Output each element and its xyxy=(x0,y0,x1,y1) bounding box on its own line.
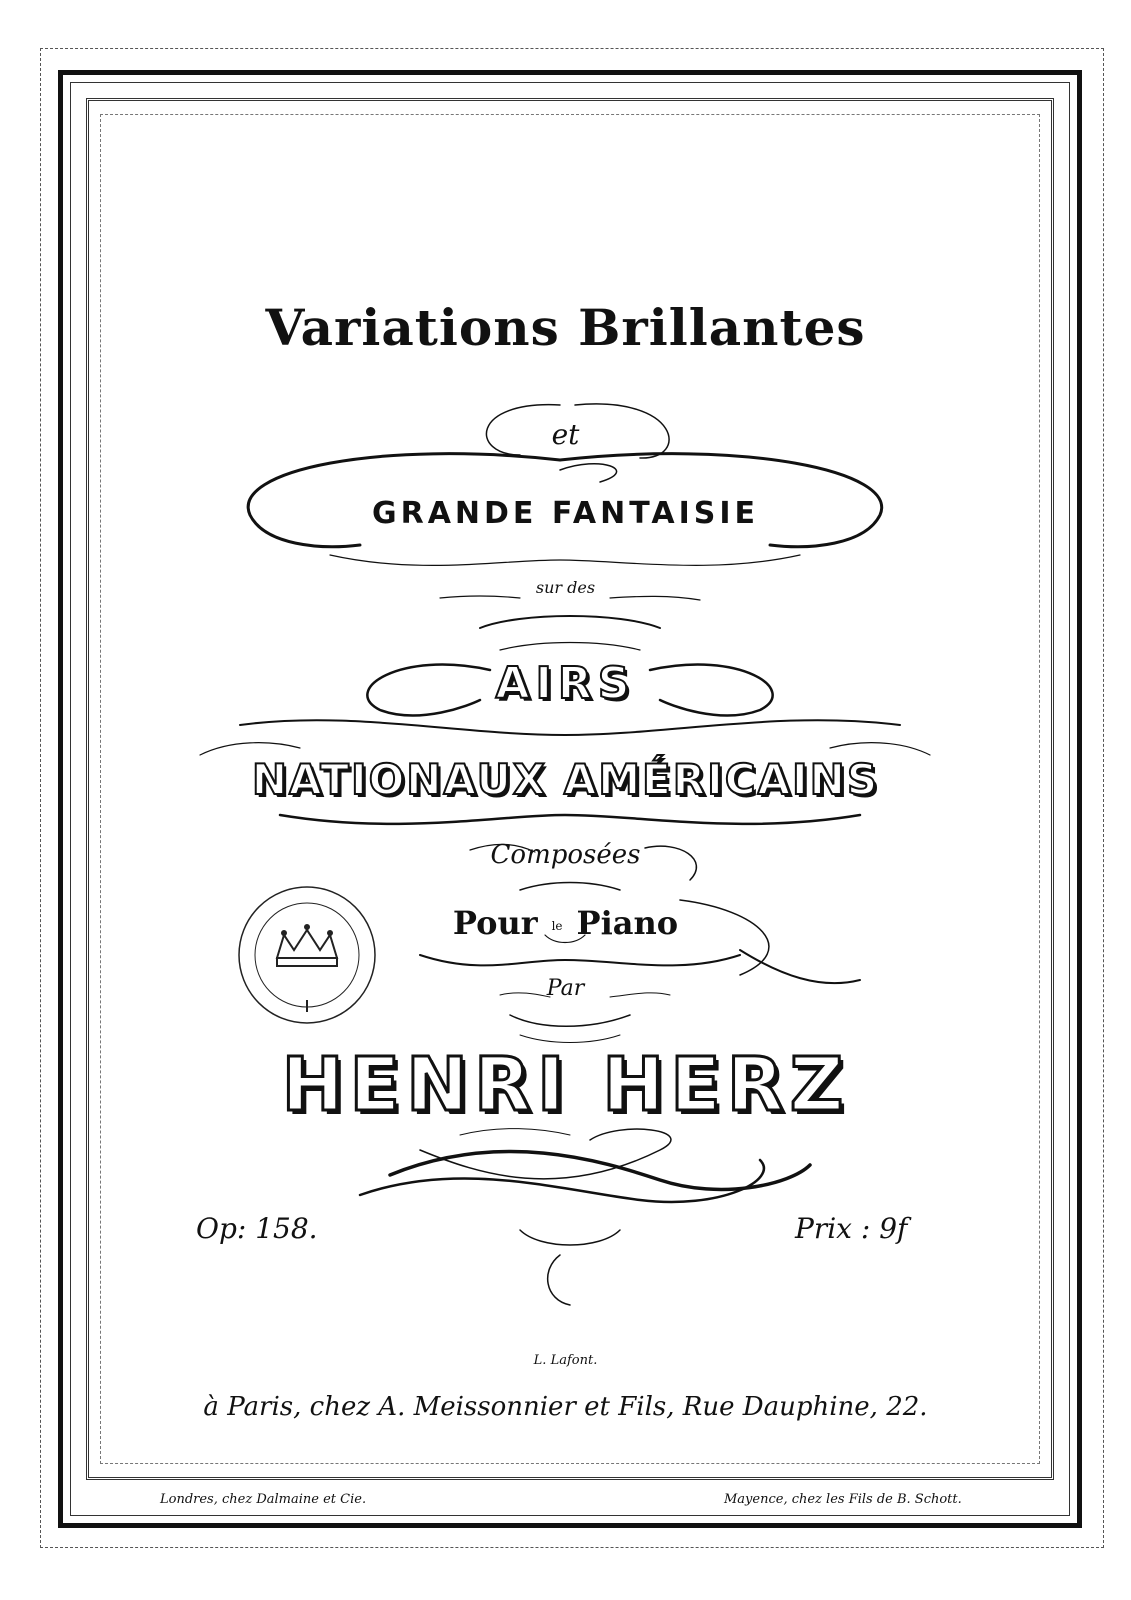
opus-number: Op: 158. xyxy=(196,1212,318,1245)
crown-stamp-icon xyxy=(232,880,382,1030)
title-pour: Pour xyxy=(452,904,538,942)
title-par: Par xyxy=(546,976,585,1001)
title-nationaux-americains: NATIONAUX AMÉRICAINS xyxy=(251,755,880,804)
title-composees: Composées xyxy=(490,840,641,870)
price: Prix : 9f xyxy=(795,1212,908,1245)
composer-name: HENRI HERZ xyxy=(281,1042,850,1128)
engraver-credit: L. Lafont. xyxy=(533,1353,598,1368)
publisher-line: à Paris, chez A. Meissonnier et Fils, Rue Dauphine, 22. xyxy=(203,1392,928,1422)
title-variations-brillantes: Variations Brillantes xyxy=(265,298,866,357)
title-pour-le-piano xyxy=(0,904,1131,942)
title-le: le xyxy=(551,918,563,933)
title-conjunction: et xyxy=(551,418,580,451)
title-sur-des: sur des xyxy=(535,578,596,597)
title-piano: Piano xyxy=(576,904,679,942)
title-airs: AIRS xyxy=(495,658,636,709)
footer-london: Londres, chez Dalmaine et Cie. xyxy=(160,1492,367,1507)
footer-mayence: Mayence, chez les Fils de B. Schott. xyxy=(724,1492,962,1507)
title-grande-fantaisie: GRANDE FANTAISIE xyxy=(371,496,760,531)
